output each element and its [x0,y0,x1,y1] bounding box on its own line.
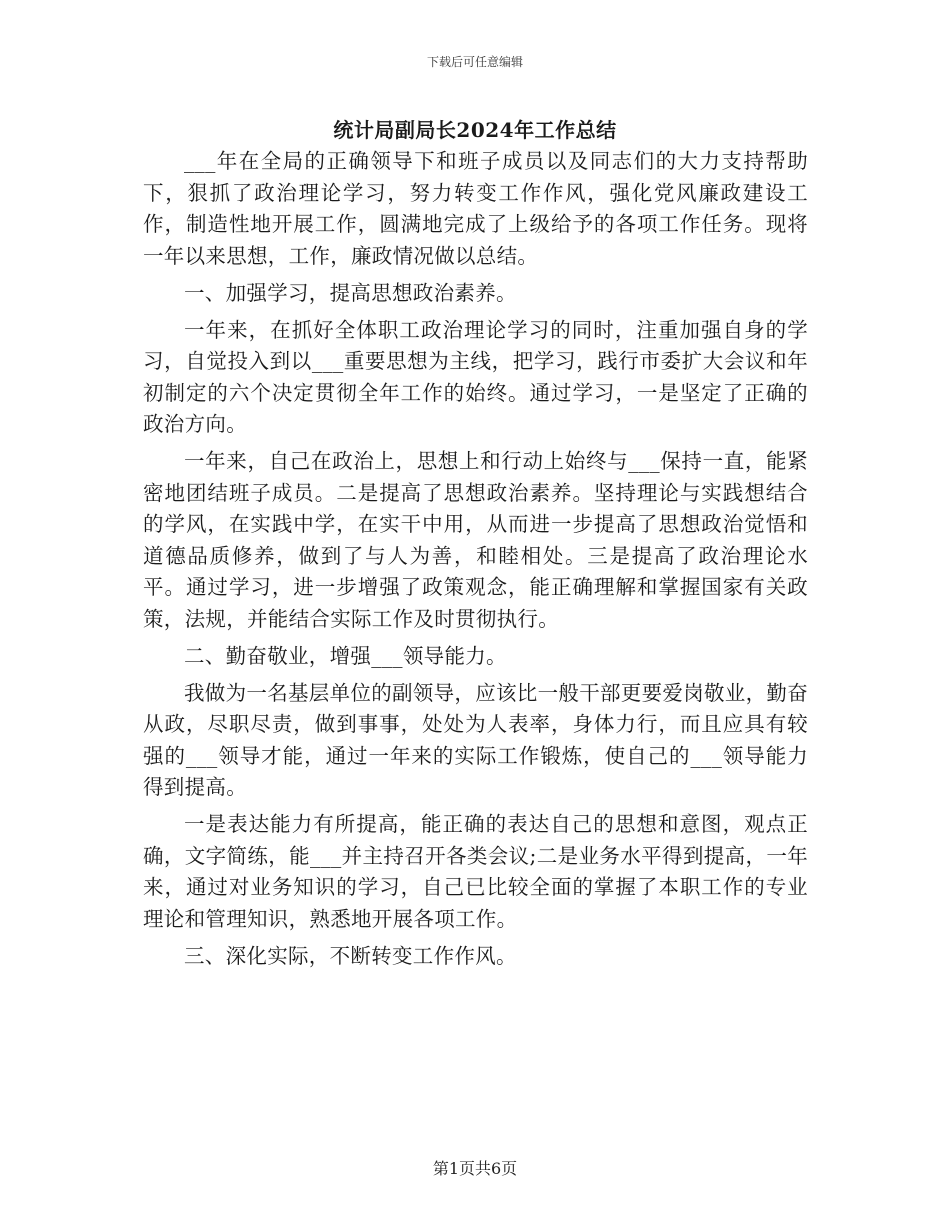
paragraph: 一年来，在抓好全体职工政治理论学习的同时，注重加强自身的学习，自觉投入到以___重要思想为主线，把学习，践行市委扩大会议和年初制定的六个决定贯彻全年工作的始终。通过学习，一是坚定了正确的政治方向。 [143,317,808,436]
page-header-note: 下载后可任意编辑 [426,55,523,69]
paragraph: 一是表达能力有所提高，能正确的表达自己的思想和意图，观点正确，文字简练，能___并主持召开各类会议;二是业务水平得到提高，一年来，通过对业务知识的学习，自己已比较全面的掌握了本职工作的专业理论和管理知识，熟悉地开展各项工作。 [143,812,808,931]
page-number: 第1页共6页 [432,1159,518,1178]
paragraph: 我做为一名基层单位的副领导，应该比一般干部更要爱岗敬业，勤奋从政，尽职尽责，做到事事，处处为人表率，身体力行，而且应具有较强的___领导才能，通过一年来的实际工作锻炼，使自己的___领导能力得到提高。 [143,680,808,799]
section-heading-1: 一、加强学习，提高思想政治素养。 [184,280,517,305]
document-title: 统计局副局长2024年工作总结 [333,118,617,142]
section-heading-2: 二、勤奋敬业，增强___领导能力。 [184,643,507,668]
paragraph-intro: ___年在全局的正确领导下和班子成员以及同志们的大力支持帮助下，狠抓了政治理论学习，努力转变工作作风，强化党风廉政建设工作，制造性地开展工作，圆满地完成了上级给予的各项工作任务。现将一年以来思想，工作，廉政情况做以总结。 [143,149,808,268]
section-heading-3: 三、深化实际，不断转变工作作风。 [184,943,517,968]
document-body [143,146,808,972]
paragraph: 一年来，自己在政治上，思想上和行动上始终与___保持一直，能紧密地团结班子成员。二是提高了思想政治素养。坚持理论与实践想结合的学风，在实践中学，在实干中用，从而进一步提高了思想政治觉悟和道德品质修养，做到了与人为善，和睦相处。三是提高了政治理论水平。通过学习，进一步增强了政策观念，能正确理解和掌握国家有关政策，法规，并能结合实际工作及时贯彻执行。 [143,449,808,631]
